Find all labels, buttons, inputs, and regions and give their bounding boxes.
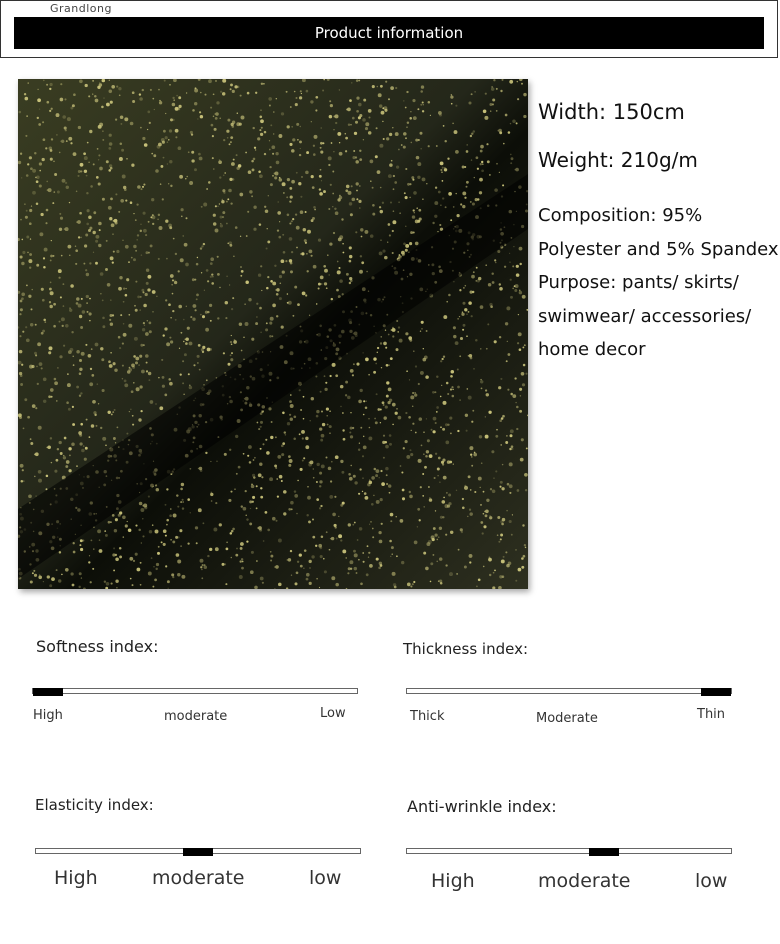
thickness-title: Thickness index: xyxy=(403,640,528,658)
spec-purpose: Purpose: pants/ skirts/ swimwear/ accessories/ home decor xyxy=(538,272,752,360)
page-title xyxy=(14,17,764,49)
anti-wrinkle-label-low: low xyxy=(695,870,728,892)
elasticity-marker xyxy=(183,848,213,856)
anti-wrinkle-marker xyxy=(589,848,619,856)
anti-wrinkle-bar xyxy=(406,848,732,854)
softness-label-low: Low xyxy=(320,706,346,721)
elasticity-label-high: High xyxy=(54,867,98,889)
elasticity-title: Elasticity index: xyxy=(35,796,154,814)
softness-title: Softness index: xyxy=(36,637,159,656)
softness-bar xyxy=(32,688,358,694)
fabric-texture xyxy=(18,79,528,589)
elasticity-label-moderate: moderate xyxy=(152,867,245,889)
spec-details xyxy=(538,199,780,367)
spec-composition: Composition: 95% Polyester and 5% Spandex xyxy=(538,205,779,260)
thickness-label-moderate: Moderate xyxy=(536,711,598,726)
thickness-label-thick: Thick xyxy=(410,709,445,724)
anti-wrinkle-title: Anti-wrinkle index: xyxy=(407,797,557,816)
spec-weight: Weight: 210g/m xyxy=(538,148,698,172)
thickness-bar xyxy=(406,688,732,694)
thickness-marker xyxy=(701,688,731,696)
anti-wrinkle-label-moderate: moderate xyxy=(538,870,631,892)
spec-width: Width: 150cm xyxy=(538,100,685,124)
brand-name: Grandlong xyxy=(44,2,118,15)
anti-wrinkle-label-high: High xyxy=(431,870,475,892)
elasticity-label-low: low xyxy=(309,867,342,889)
fabric-photo xyxy=(18,79,528,589)
page-title-text: Product information xyxy=(314,24,464,42)
elasticity-bar xyxy=(35,848,361,854)
softness-label-moderate: moderate xyxy=(164,709,228,724)
softness-marker xyxy=(33,688,63,696)
softness-label-high: High xyxy=(33,708,63,723)
thickness-label-thin: Thin xyxy=(697,707,726,722)
